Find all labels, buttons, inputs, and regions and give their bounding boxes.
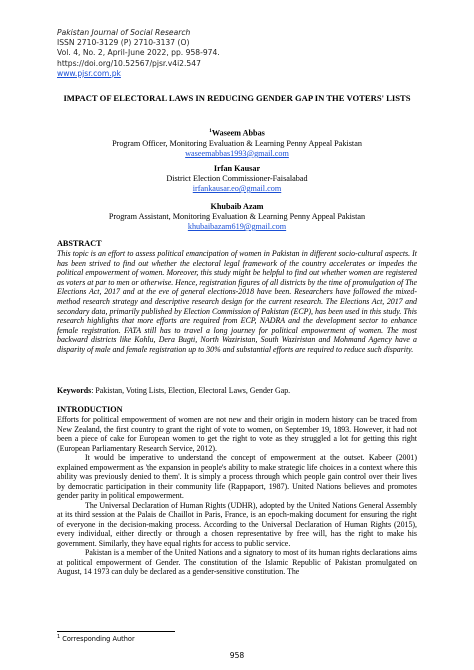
- author-email-link[interactable]: khubaibazam619@gmail.com: [187, 222, 287, 231]
- author-name: Waseem Abbas: [211, 128, 265, 138]
- author-name: Khubaib Azam: [210, 202, 264, 211]
- author-affiliation: Program Officer, Monitoring Evaluation & Learning Penny Appeal Pakistan: [112, 138, 362, 148]
- footnote-marker: 1: [57, 634, 61, 640]
- footnote-divider: [57, 631, 175, 632]
- keywords-line: [57, 386, 417, 395]
- author-block: [57, 202, 417, 232]
- abstract-heading: ABSTRACT: [57, 239, 102, 248]
- introduction-heading: INTRODUCTION: [57, 405, 123, 414]
- journal-name: Pakistan Journal of Social Research: [57, 28, 191, 37]
- footnote-text: Corresponding Author: [62, 635, 135, 644]
- journal-website-link[interactable]: www.pjsr.com.pk: [57, 68, 121, 78]
- author-name: Irfan Kausar: [213, 164, 261, 173]
- author-email-link[interactable]: irfankausar.eo@gmail.com: [192, 184, 282, 193]
- intro-paragraph: Efforts for political empowerment of women are not new and their origin in modern history can be traced from New Zealand, the first country to grant the right of vote to women, on September 19, 1893. However, it had not been a piece of cake for European women to get the right to vote as they struggled a lot for getting this right (European Parliamentary Research Service, 2012).: [57, 415, 417, 453]
- author-block: [57, 164, 417, 194]
- introduction-body: [57, 415, 417, 577]
- author-block: [57, 126, 417, 159]
- journal-doi: https://doi.org/10.52567/pjsr.v4i2.547: [57, 58, 201, 68]
- journal-header: [57, 28, 220, 79]
- journal-issn: ISSN 2710-3129 (P) 2710-3137 (O): [57, 38, 190, 48]
- page-number: 958: [229, 651, 245, 660]
- author-email-link[interactable]: waseemabbas1993@gmail.com: [185, 148, 289, 158]
- footnote: [57, 634, 135, 643]
- intro-paragraph: Pakistan is a member of the United Nations and a signatory to most of its human rights declarations aims at political empowerment of Gender. The constitution of the Islamic Republic of Pakistan promulgated on August, 14 1973 can duly be declared as a gender-sensitive constitution. The: [57, 548, 417, 576]
- keywords-label: Keywords: [57, 386, 92, 395]
- journal-volume: Vol. 4, No. 2, April-June 2022, pp. 958-974.: [57, 48, 220, 58]
- abstract-text: This topic is an effort to assess political emancipation of women in Pakistan in different socio-cultural aspects. It has been strived to find out whether the electoral legal framework of the country accelerates or impedes the political empowerment of women. Moreover, this study might be helpful to find out whether women are registered as voters at par to men or otherwise. Hence, registration figures of all districts by the time of promulgation of The Elections Act, 2017 and at the eve of general elections-2018 have been. Researchers have followed the mixed-method research strategy and descriptive research design for the current research. The Elections Act, 2017 and secondary data, primarily published by Election Commission of Pakistan (ECP), has been used in this study. This research highlights that more efforts are required from ECP, NADRA and the development sector to enhance female registration. FATA still has to travel a long journey for political empowerment of women. The most backward districts like Kohlu, Dera Bugti, North Waziristan, South Waziristan and Mohmand Agency have a disparity of male and female registration up to 30% and substantial efforts are required to reduce such disparity.: [57, 249, 417, 354]
- author-affiliation: District Election Commissioner-Faisalabad: [166, 174, 308, 183]
- author-superscript: 1: [209, 128, 212, 134]
- paper-title: IMPACT OF ELECTORAL LAWS IN REDUCING GENDER GAP IN THE VOTERS' LISTS: [63, 93, 411, 103]
- author-affiliation: Program Assistant, Monitoring Evaluation & Learning Penny Appeal Pakistan: [108, 212, 366, 221]
- intro-paragraph: The Universal Declaration of Human Rights (UDHR), adopted by the United Nations General Assembly at its third session at the Palais de Chaillot in Paris, France, is an epoch-making document for ensuring the right of everyone in the decision-making process. According to the Universal Declaration of Human Rights (2015), every individual, either directly or through a chosen representative by free will, has the right to make his government. Similarly, they have equal rights for access to public service.: [57, 500, 417, 548]
- intro-paragraph: It would be imperative to understand the concept of empowerment at the outset. Kabeer (2001) explained empowerment as 'the expansion in people's ability to make strategic life choices in a context where this ability was previously denied to them'. It is simply a process through which people gain control over their lives by democratic participation in their community life (Rappaport, 1987). United Nations believes and promotes gender parity in political empowerment.: [57, 453, 417, 500]
- keywords-text: : Pakistan, Voting Lists, Election, Electoral Laws, Gender Gap.: [91, 386, 291, 395]
